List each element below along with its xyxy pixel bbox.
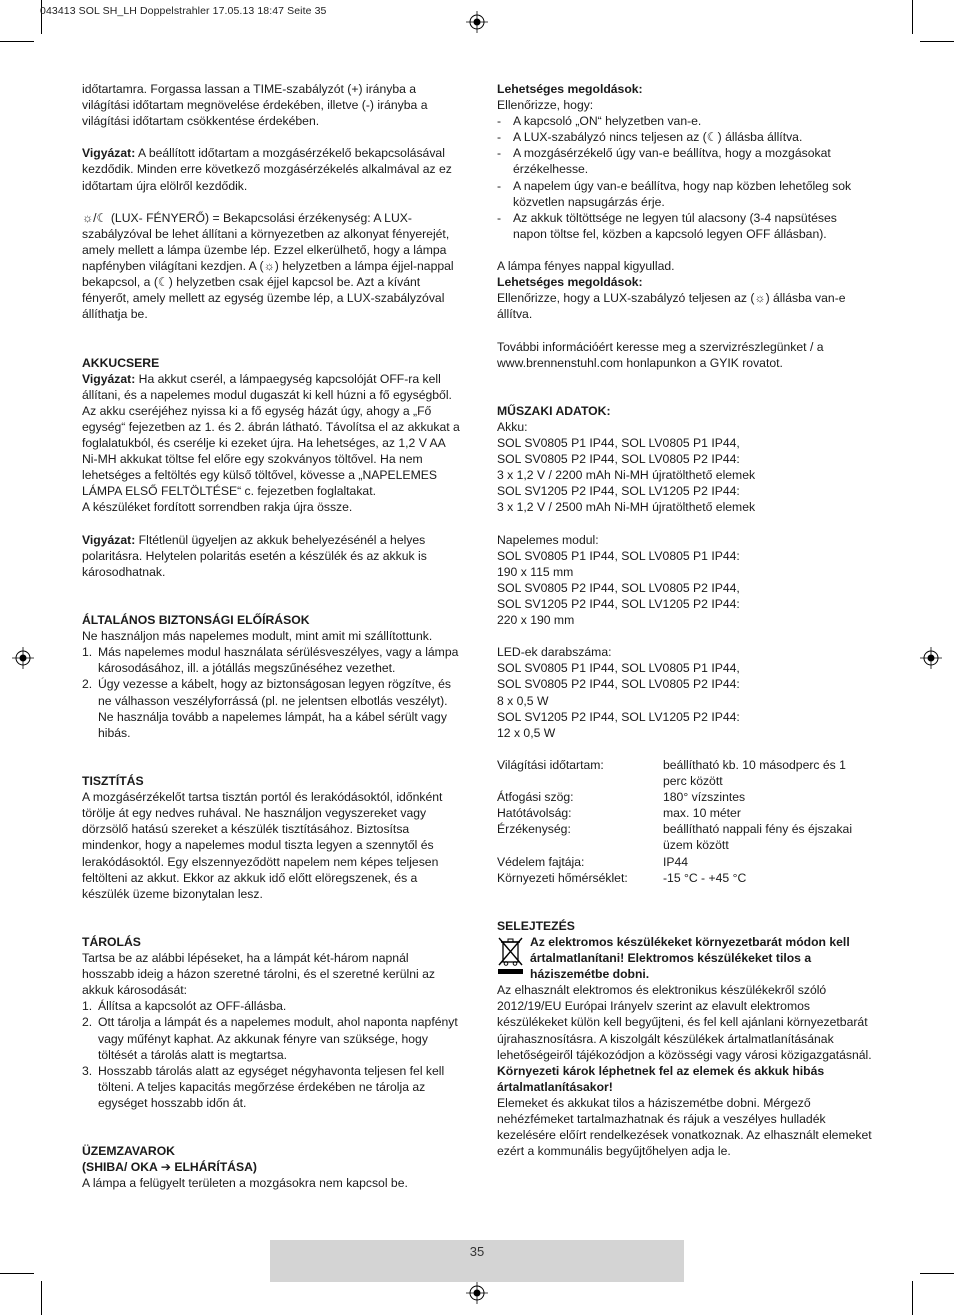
spec-row bbox=[497, 789, 872, 805]
disposal-bold-text: Az elektromos készülékeket környezetbarát módon kell ártalmatlanítani! Elektromos készülékeket tilos a háziszemétbe dobni. bbox=[530, 934, 850, 982]
spec-key: Átfogási szög: bbox=[497, 790, 574, 805]
crop-mark bbox=[0, 41, 34, 42]
spec-row bbox=[497, 870, 872, 886]
tech-line: LED-ek darabszáma: bbox=[497, 645, 612, 660]
spec-value: -15 °C - +45 °C bbox=[663, 870, 747, 885]
tech-line: SOL SV1205 P2 IP44, SOL LV1205 P2 IP44: bbox=[497, 597, 740, 611]
caution-label: Vigyázat: bbox=[82, 146, 136, 161]
crop-mark bbox=[912, 1281, 913, 1315]
list-item: - A LUX-szabályzó nincs teljesen az (☾) állásba állítva. bbox=[497, 129, 872, 145]
list-number: 3. bbox=[82, 1063, 93, 1078]
list-text: Állítsa a kapcsolót az OFF-állásba. bbox=[98, 999, 287, 1014]
list-text: Hosszabb tárolás alatt az egységet négyhavonta teljesen fel kell tölteni. A teljes kapacitás megőrzése érdekében ne tárolja az egységet hosszabb időn át. bbox=[98, 1063, 445, 1110]
battery-paragraph: Elemeket és akkukat tilos a háziszemétbe dobni. Mérgező nehézfémeket tartalmazhatnak és rájuk a veszélyes hulladék kezelésére előírt rendelkezések vonatkoznak. Az elhasznált elemeket ezért a kommunális begyűjtőhelyen adja le. bbox=[497, 1095, 872, 1159]
list-item bbox=[82, 676, 460, 740]
tech-line: Napelemes modul: bbox=[497, 532, 599, 547]
list-text: Más napelemes modul használata sérülésveszélyes, vagy a lámpa károsodásához, ill. a jótállás megszűnéséhez vezethet. bbox=[98, 645, 459, 676]
left-column bbox=[82, 81, 460, 1191]
tech-heading: MŰSZAKI ADATOK: bbox=[497, 403, 611, 418]
daylight-solution: Ellenőrizze, hogy a LUX-szabályzó teljesen az (☼) állásba van-e állítva. bbox=[497, 291, 846, 322]
tech-line: 3 x 1,2 V / 2200 mAh Ni-MH újratölthető elemek bbox=[497, 468, 756, 483]
disposal-paragraph: Az elhasznált elektromos és elektronikus készülékekről szóló 2012/19/EU Európai Irányelv szerint az elavult elektromos készülékeket külön kell begyűjteni, és fel kell ajánlani környezetbarát újrahasznosításra. A kiszolgált készülékek ártalmatlanításának lehetőségeiről tájékozódjon a közösségi vagy városi közigazgatásnál. bbox=[497, 983, 872, 1062]
list-text: Ott tárolja a lámpát és a napelemes modult, ahol naponta napfényt vagy műfényt kaphat. Az akkunak fényre van szüksége, hogy töltését a tárolás alatt is megtartsa. bbox=[98, 1015, 458, 1062]
akku-caution-text: Ha akkut cserél, a lámpaegység kapcsolóját OFF-ra kell állítani, és a napelemes modul dugaszát ki kell húzni a fő egységből. Az akku cseréjéhez nyissa ki a fő egység házát úgy, ahogy a „Fő egység“ fejezetben az 1. és 2. ábrán látható. Távolítsa el az akkukat a foglalatukból, és cserélje ki ezeket újra. Ha lehetséges, az 1,2 V AA Ni-MH akkukat töltse fel előre egy szokványos töltővel. Ha nem lehetséges a feltöltés egy külső töltővel, kövesse a „NAPELEMES LÁMPA ELSŐ FELTÖLTÉSE“ c. fejezetben foglaltakat. bbox=[82, 371, 460, 499]
list-item bbox=[82, 1014, 460, 1062]
page-number-bar bbox=[270, 1240, 684, 1282]
list-item: - Az akkuk töltöttsége ne legyen túl alacsony (3-4 napsütéses napon töltse fel, közben a kapcsoló legyen OFF állásban). bbox=[497, 210, 872, 242]
crop-mark bbox=[920, 41, 954, 42]
storage-intro: Tartsa be az alábbi lépéseket, ha a lámpát két-három napnál hosszabb ideig a házon szeretné tárolni, és el szeretné kerülni az akkuk károsodását: bbox=[82, 951, 435, 998]
registration-mark-icon bbox=[466, 1282, 488, 1304]
page-number: 35 bbox=[469, 1244, 485, 1259]
check-intro: Ellenőrizze, hogy: bbox=[497, 98, 594, 113]
list-number: 1. bbox=[82, 999, 93, 1014]
spec-key: Hatótávolság: bbox=[497, 806, 572, 821]
fault-subheading: (SHIBA/ OKA ➔ ELHÁRÍTÁSA) bbox=[82, 1160, 257, 1175]
list-item bbox=[82, 1063, 460, 1111]
safety-heading: ÁLTALÁNOS BIZTONSÁGI ELŐÍRÁSOK bbox=[82, 613, 310, 628]
list-number: 2. bbox=[82, 1015, 93, 1030]
cleaning-heading: TISZTÍTÁS bbox=[82, 774, 144, 789]
tech-line: 3 x 1,2 V / 2500 mAh Ni-MH újratölthető elemek bbox=[497, 500, 756, 515]
safety-list bbox=[82, 644, 460, 741]
list-text: Úgy vezesse a kábelt, hogy az biztonságosan legyen rögzítve, és ne válhasson veszélyforrássá (pl. ne jelentsen elbotlás veszélyt). Ne használja tovább a napelemes lámpát, ha a kábel sérült vagy hibás. bbox=[98, 677, 451, 740]
list-item: - A napelem úgy van-e beállítva, hogy nap közben lehetőleg sok közvetlen napsugárzás érje. bbox=[497, 178, 872, 210]
tech-line: 220 x 190 mm bbox=[497, 613, 575, 628]
registration-mark-icon bbox=[466, 11, 488, 33]
tech-line: 8 x 0,5 W bbox=[497, 693, 549, 708]
daylight-problem: A lámpa fényes nappal kigyullad. bbox=[497, 259, 675, 274]
disposal-heading: SELEJTEZÉS bbox=[497, 918, 575, 933]
akku-reassemble: A készüléket fordított sorrendben rakja újra össze. bbox=[82, 500, 353, 515]
crop-mark bbox=[41, 1281, 42, 1315]
tech-line: SOL SV0805 P2 IP44, SOL LV0805 P2 IP44, bbox=[497, 580, 740, 595]
spec-key: Érzékenység: bbox=[497, 822, 571, 837]
caution-label: Vigyázat: bbox=[82, 371, 136, 386]
caution-label: Vigyázat: bbox=[82, 532, 136, 547]
spec-key: Környezeti hőmérséklet: bbox=[497, 870, 628, 885]
disposal-warning bbox=[497, 934, 872, 982]
spec-key: Világítási időtartam: bbox=[497, 757, 604, 772]
list-item: - A mozgásérzékelő úgy van-e beállítva, hogy a mozgásokat érzékelhesse. bbox=[497, 145, 872, 177]
lux-paragraph: ☼/☾ (LUX- FÉNYERŐ) = Bekapcsolási érzékenység: A LUX-szabályzóval be lehet állítani a környezetben az alkonyat fényerejét, amely mellett a lámpa üzembe lép. Ezzel elkerülhető, hogy a lámpa napfényben világítani kezdjen. A (☼) helyzetben a lámpa éjjel-nappal bekapcsol, a (☾) helyzetben csak éjjel kapcsol be. Azt a kívánt fényerőt, amely mellett az egység üzembe lép, a LUX-szabályzóval állíthatja be. bbox=[82, 210, 454, 322]
storage-list bbox=[82, 998, 460, 1111]
spec-row bbox=[497, 821, 872, 853]
solutions-heading: Lehetséges megoldások: bbox=[497, 82, 643, 96]
more-info-paragraph: További információért keresse meg a szervizrészlegünket / a www.brennenstuhl.com honlapunkon a GYIK rovatot. bbox=[497, 339, 824, 370]
crossed-bin-icon bbox=[497, 936, 524, 974]
tech-line: SOL SV0805 P1 IP44, SOL LV0805 P1 IP44: bbox=[497, 548, 740, 563]
akku-caution2-paragraph bbox=[82, 532, 460, 580]
tech-line: 190 x 115 mm bbox=[497, 564, 574, 579]
list-item bbox=[82, 644, 460, 676]
spec-row bbox=[497, 854, 872, 870]
akku-caution-paragraph bbox=[82, 371, 460, 500]
cleaning-paragraph: A mozgásérzékelőt tartsa tisztán portól és lerakódásoktól, időnként törölje át egy nedves ruhával. Ne használjon vegyszereket vagy dörzsölő hatású szereket a készülék tisztításához. Biztosítsa mindenkor, hogy a napelemes modul tiszta legyen a szennytől és lerakódásoktól. Egy elszennyeződött napelem nem képes teljesen feltölteni az akkut. Ekkor az akkuk idő előtt elöregszenek, és a készülék üzeme bizonytalan lesz. bbox=[82, 790, 443, 901]
caution-paragraph bbox=[82, 145, 460, 193]
list-item bbox=[82, 998, 460, 1014]
list-number: 2. bbox=[82, 677, 93, 692]
crop-mark bbox=[912, 0, 913, 34]
spec-value: 180° vízszintes bbox=[663, 790, 746, 805]
check-list bbox=[497, 113, 872, 242]
tech-line: 12 x 0,5 W bbox=[497, 725, 556, 740]
crop-mark bbox=[0, 1273, 34, 1274]
spec-row bbox=[497, 805, 872, 821]
tech-line: SOL SV0805 P1 IP44, SOL LV0805 P1 IP44, bbox=[497, 661, 740, 676]
crop-mark bbox=[920, 1273, 954, 1274]
registration-mark-icon bbox=[12, 647, 34, 669]
spec-row bbox=[497, 757, 872, 789]
tech-line: SOL SV0805 P2 IP44, SOL LV0805 P2 IP44: bbox=[497, 452, 740, 467]
storage-heading: TÁROLÁS bbox=[82, 934, 141, 949]
intro-paragraph: időtartamra. Forgassa lassan a TIME-szabályzót (+) irányba a világítási időtartam megnövelése érdekében, illetve (-) irányba a világítási időtartam csökkentése érdekében. bbox=[82, 82, 428, 129]
spec-key: Védelem fajtája: bbox=[497, 854, 585, 869]
spec-value: max. 10 méter bbox=[663, 806, 741, 821]
fault-paragraph: A lámpa a felügyelt területen a mozgásokra nem kapcsol be. bbox=[82, 1176, 408, 1191]
akku-heading: AKKUCSERE bbox=[82, 355, 160, 370]
safety-intro: Ne használjon más napelemes modult, mint amit mi szállítottunk. bbox=[82, 629, 433, 644]
spec-value: beállítható kb. 10 másodperc és 1 perc között bbox=[663, 757, 846, 789]
spec-value: beállítható nappali fény és éjszakai üzem között bbox=[663, 822, 853, 853]
print-slug: 043413 SOL SH_LH Doppelstrahler 17.05.13 18:47 Seite 35 bbox=[40, 5, 327, 17]
right-column bbox=[497, 81, 872, 1159]
tech-line: SOL SV1205 P2 IP44, SOL LV1205 P2 IP44: bbox=[497, 484, 740, 499]
tech-line: Akku: bbox=[497, 419, 528, 434]
tech-line: SOL SV0805 P1 IP44, SOL LV0805 P1 IP44, bbox=[497, 436, 740, 451]
caution-text: A beállított időtartam a mozgásérzékelő bekapcsolásával kezdődik. Minden erre következő mozgásérzékelés alkalmával az ez időtartam újra elölről kezdődik. bbox=[82, 146, 452, 193]
tech-line: SOL SV0805 P2 IP44, SOL LV0805 P2 IP44: bbox=[497, 677, 740, 692]
battery-warning: Környezeti károk léphetnek fel az elemek és akkuk hibás ártalmatlanításakor! bbox=[497, 1063, 825, 1094]
fault-heading: ÜZEMZAVAROK bbox=[82, 1144, 175, 1159]
tech-line: SOL SV1205 P2 IP44, SOL LV1205 P2 IP44: bbox=[497, 709, 740, 724]
registration-mark-icon bbox=[920, 647, 942, 669]
spec-value: IP44 bbox=[663, 854, 689, 869]
list-number: 1. bbox=[82, 645, 93, 660]
akku-caution2-text: Fltétlenül ügyeljen az akkuk behelyezésénél a helyes polaritásra. Helytelen polaritás esetén a készülék és az akkuk is károsodhatnak. bbox=[82, 532, 427, 579]
list-item: - A kapcsoló „ON“ helyzetben van-e. bbox=[497, 113, 872, 129]
solutions-heading: Lehetséges megoldások: bbox=[497, 275, 643, 290]
